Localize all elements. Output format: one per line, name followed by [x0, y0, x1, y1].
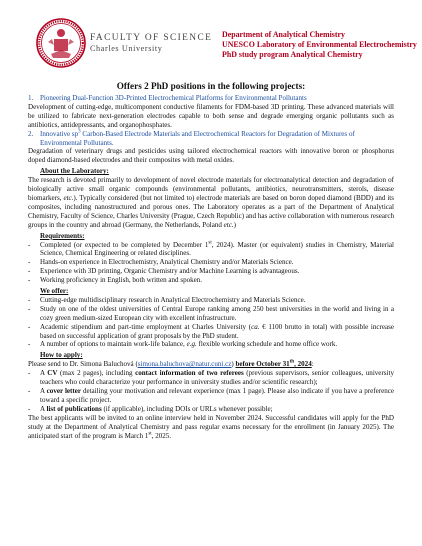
program-name: PhD study program Analytical Chemistry — [222, 50, 363, 60]
project-number: 1. — [28, 94, 34, 102]
project-number: 2. — [28, 129, 34, 138]
about-heading: About the Laboratory: — [40, 167, 109, 176]
list-item: - Experience with 3D printing, Organic Chemistry and/or Machine Learning is advantageous. — [28, 267, 300, 276]
about-text: The research is devoted primarily to development of novel electrode materials for electroanalytical detection and degradation of biologically active small organic compounds (environmental pollutants, antibiotics, neurotransmitters, sterols, disease biomarkers, etc.). Typically considered (but not limited to) electrode materials are based on boron doped diamond (BDD) and its composites, including nanostructured and porous ones. The Laboratory operates as a part of the Department of Analytical Chemistry, Faculty of Science, Charles University (Prague, Czech Republic) and has active collaboration with numerous research groups in the country and abroad (Germany, the Netherlands, Poland etc.) — [28, 176, 394, 229]
laboratory-name: UNESCO Laboratory of Environmental Electrochemistry — [222, 40, 417, 50]
list-item: - Working proficiency in English, both written and spoken. — [28, 276, 203, 285]
project-title: Innovative $sp^3$ Carbon-Based Electrode Materials and Electrochemical Reactors for Degradation of Mixtures of Environmental Pollutants. — [40, 129, 355, 147]
faculty-logo-text — [90, 33, 212, 53]
faculty-name: FACULTY OF SCIENCE — [90, 33, 213, 43]
project-title: Pioneering Dual-Function 3D-Printed Electrochemical Platforms for Environmental Pollutants — [40, 94, 307, 102]
list-item: - A cover letter detailing your motivation and relevant experience (max 1 page). Please also indicate if you have a preference toward a specific project. — [28, 387, 394, 404]
apply-intro: Please send to Dr. Simona Baluchová (simona.baluchova@natur.cuni.cz) before October 31th, 2024: — [28, 359, 314, 369]
university-seal-icon — [36, 18, 86, 68]
offer-heading: We offer: — [40, 287, 69, 296]
list-item: - Hands-on experience in Electrochemistry, Analytical Chemistry and/or Materials Science. — [28, 258, 294, 267]
project-description: Development of cutting-edge, multicomponent conductive filaments for FDM-based 3D printing. These advanced materials will be utilized to fabricate next-generation electrodes capable to both sense and degrade emerging organic pollutants such as antibiotics, antidepressants, and organophosphates. — [28, 102, 394, 129]
project-item — [28, 130, 394, 148]
list-item: - Study on one of the oldest universities of Central Europe ranking among 250 best universities in the world and living in a cozy green medium-sized European city with excellent infrastructure. — [28, 304, 394, 322]
list-item: - A number of options to maintain work-life balance, e.g. flexible working schedule and home office work. — [28, 340, 338, 349]
project-item — [28, 94, 394, 103]
list-item: - Academic stipendium and part-time employment at Charles University (ca. € 1100 brutto in total) with possible increase based on successful application of grant proposals by the PhD student. — [28, 322, 394, 340]
list-item: - A list of publications (if applicable), including DOIs or URLs whenever possible; — [28, 404, 273, 413]
list-item: - Cutting-edge multidisciplinary research in Analytical Electrochemistry and Materials Science. — [28, 295, 306, 304]
email-link[interactable]: simona.baluchova@natur.cuni.cz — [137, 360, 232, 369]
list-item: - A CV (max 2 pages), including contact information of two referees (previous supervisors, senior colleagues, university teachers who could characterize your performance in university studies and/or scientific research); — [28, 369, 394, 387]
university-name: Charles University — [90, 44, 163, 53]
page-title: Offers 2 PhD positions in the following projects: — [116, 81, 306, 91]
department-header — [222, 30, 417, 61]
deadline: before October 31th, 2024 — [235, 359, 312, 369]
project-description: Degradation of veterinary drugs and pesticides using tailored electrochemical reactors with innovative boron or phosphorus doped diamond-based electrodes and their composites with metal oxides. — [28, 147, 394, 165]
department-name: Department of Analytical Chemistry — [222, 30, 345, 39]
closing-paragraph: The best applicants will be invited to an online interview held in November 2024. Successful candidates will apply for the PhD study at the Department of Analytical Chemistry and pass regular exams necessary for the enrollment (in January 2025). The anticipated start of the program is March 1st, 2025. — [28, 413, 394, 440]
apply-heading: How to apply: — [40, 351, 83, 360]
document-body — [28, 94, 394, 440]
requirements-heading: Requirements: — [40, 231, 85, 240]
list-item: - Completed (or expected to be completed by December 1st, 2024). Master (or equivalent) studies in Chemistry, Material Science, Chemical Engineering or related disciplines. — [28, 240, 394, 258]
